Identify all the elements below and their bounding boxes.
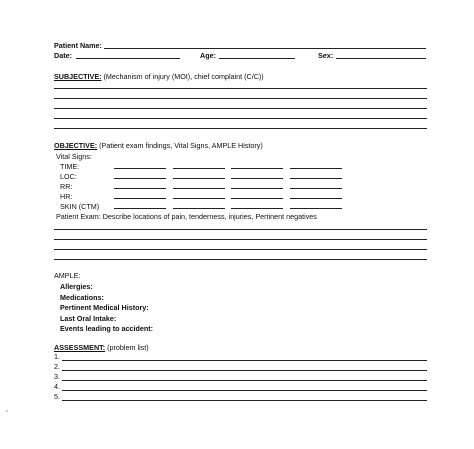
sex-label: Sex: bbox=[318, 51, 334, 60]
patient-exam-label: Patient Exam: Describe locations of pain, tenderness, injuries, Pertinent negatives bbox=[56, 212, 317, 221]
vital-field[interactable] bbox=[173, 178, 225, 179]
vital-field[interactable] bbox=[231, 208, 283, 209]
vital-field[interactable] bbox=[290, 168, 342, 169]
date-label: Date: bbox=[54, 51, 72, 60]
problem-number: 3. bbox=[54, 372, 60, 381]
problem-line[interactable] bbox=[62, 380, 427, 381]
vital-field[interactable] bbox=[114, 178, 166, 179]
age-field[interactable] bbox=[219, 58, 295, 59]
assessment-description: (problem list) bbox=[107, 343, 149, 352]
subjective-line[interactable] bbox=[54, 98, 427, 99]
vital-label-time: TIME: bbox=[60, 162, 80, 171]
vital-field[interactable] bbox=[173, 188, 225, 189]
vital-label-loc: LOC: bbox=[60, 172, 77, 181]
vital-field[interactable] bbox=[231, 178, 283, 179]
subjective-description: (Mechanism of injury (MOI), chief complaint (C/C)) bbox=[103, 72, 264, 81]
ample-item-allergies: Allergies: bbox=[60, 282, 93, 291]
problem-number: 4. bbox=[54, 382, 60, 391]
ample-item-medical-history: Pertinent Medical History: bbox=[60, 303, 149, 312]
vital-label-rr: RR: bbox=[60, 182, 73, 191]
vital-field[interactable] bbox=[231, 188, 283, 189]
vital-field[interactable] bbox=[290, 208, 342, 209]
patient-name-field[interactable] bbox=[104, 48, 426, 49]
subjective-heading: SUBJECTIVE: bbox=[54, 72, 102, 81]
vital-field[interactable] bbox=[114, 188, 166, 189]
vital-label-hr: HR: bbox=[60, 192, 73, 201]
problem-number: 1. bbox=[54, 352, 60, 361]
subjective-line[interactable] bbox=[54, 108, 427, 109]
assessment-heading: ASSESSMENT: bbox=[54, 343, 106, 352]
vital-field[interactable] bbox=[114, 198, 166, 199]
subjective-line[interactable] bbox=[54, 118, 427, 119]
ample-item-medications: Medications: bbox=[60, 293, 104, 302]
age-label: Age: bbox=[200, 51, 216, 60]
problem-line[interactable] bbox=[62, 390, 427, 391]
subjective-line[interactable] bbox=[54, 128, 427, 129]
patient-exam-line[interactable] bbox=[54, 249, 427, 250]
patient-exam-line[interactable] bbox=[54, 229, 427, 230]
problem-line[interactable] bbox=[62, 370, 427, 371]
problem-number: 5. bbox=[54, 392, 60, 401]
vital-signs-label: Vital Signs: bbox=[56, 152, 92, 161]
ample-heading: AMPLE: bbox=[54, 271, 81, 280]
objective-heading: OBJECTIVE: bbox=[54, 141, 98, 150]
patient-exam-line[interactable] bbox=[54, 259, 427, 260]
vital-field[interactable] bbox=[173, 168, 225, 169]
patient-name-label: Patient Name: bbox=[54, 41, 102, 50]
objective-description: (Patient exam findings, Vital Signs, AMPLE History) bbox=[99, 141, 263, 150]
vital-field[interactable] bbox=[290, 198, 342, 199]
sex-field[interactable] bbox=[336, 58, 426, 59]
subjective-line[interactable] bbox=[54, 88, 427, 89]
vital-label-skin: SKIN (CTM) bbox=[60, 202, 100, 211]
problem-line[interactable] bbox=[62, 400, 427, 401]
ample-item-events: Events leading to accident: bbox=[60, 324, 154, 333]
vital-field[interactable] bbox=[290, 178, 342, 179]
ample-item-last-oral-intake: Last Oral Intake: bbox=[60, 314, 117, 323]
vital-field[interactable] bbox=[290, 188, 342, 189]
page-marker-dot bbox=[6, 410, 8, 412]
vital-field[interactable] bbox=[231, 168, 283, 169]
vital-field[interactable] bbox=[114, 208, 166, 209]
patient-exam-line[interactable] bbox=[54, 239, 427, 240]
vital-field[interactable] bbox=[173, 198, 225, 199]
problem-line[interactable] bbox=[62, 360, 427, 361]
date-field[interactable] bbox=[76, 58, 180, 59]
vital-field[interactable] bbox=[114, 168, 166, 169]
problem-number: 2. bbox=[54, 362, 60, 371]
vital-field[interactable] bbox=[231, 198, 283, 199]
vital-field[interactable] bbox=[173, 208, 225, 209]
